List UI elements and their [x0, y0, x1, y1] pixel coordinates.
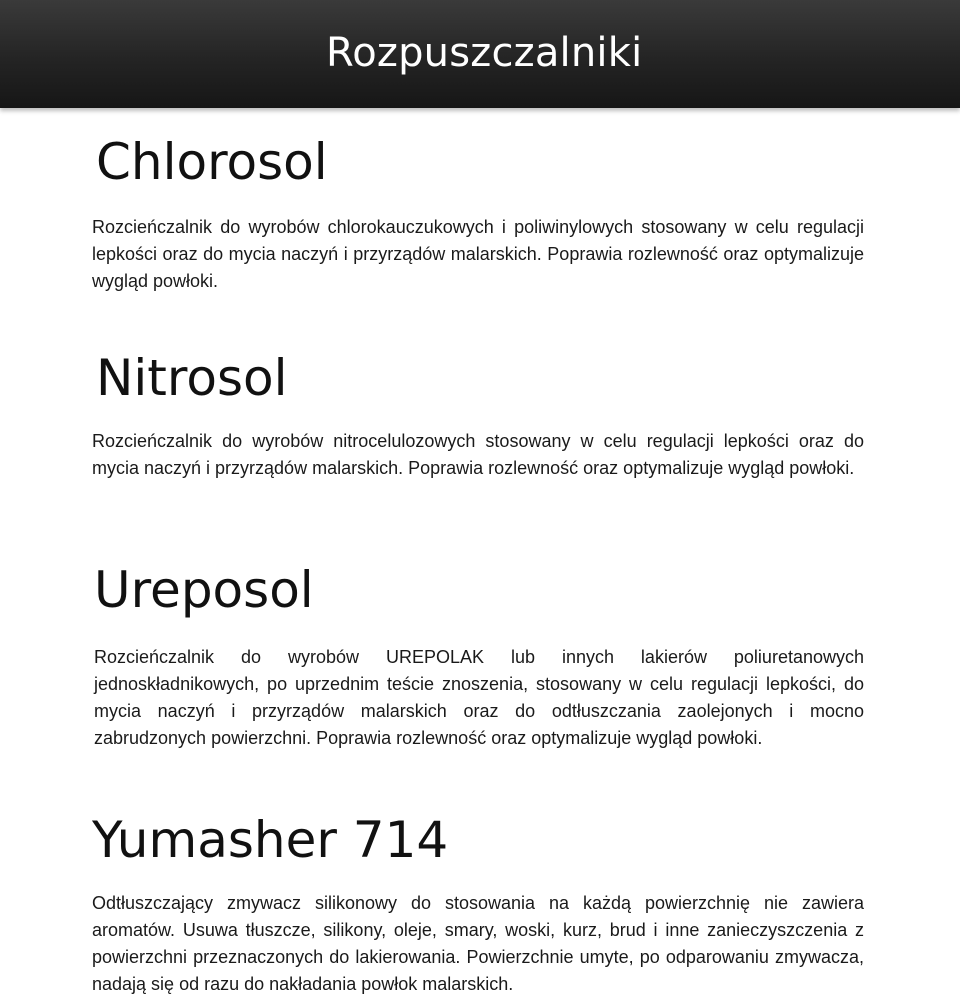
- page-header: [0, 0, 960, 108]
- section-text-yumasher-714: Odtłuszczający zmywacz silikonowy do stosowania na każdą powierzchnię nie zawiera aromatów. Usuwa tłuszcze, silikony, oleje, smary, woski, kurz, brud i inne zanieczyszczenia z powierzchni przeznaczonych do lakierowania. Powierzchnie umyte, po odparowaniu zmywacza, nadają się od razu do nakładania powłok malarskich.: [92, 893, 864, 994]
- section-title-ureposol: Ureposol: [94, 561, 314, 619]
- section-nitrosol: [92, 348, 864, 482]
- section-text-chlorosol: Rozcieńczalnik do wyrobów chlorokauczukowych i poliwinylowych stosowany w celu regulacji lepkości oraz do mycia naczyń i przyrządów malarskich. Poprawia rozlewność oraz optymalizuje wygląd powłoki.: [92, 217, 864, 291]
- page-title: Rozpuszczalniki: [326, 30, 643, 76]
- section-title-chlorosol: Chlorosol: [96, 133, 328, 191]
- section-title-yumasher-714: Yumasher 714: [92, 811, 449, 869]
- section-ureposol: [94, 560, 864, 752]
- section-text-nitrosol: Rozcieńczalnik do wyrobów nitrocelulozowych stosowany w celu regulacji lepkości oraz do mycia naczyń i przyrządów malarskich. Poprawia rozlewność oraz optymalizuje wygląd powłoki.: [92, 431, 864, 478]
- section-chlorosol: [92, 132, 864, 295]
- section-title-nitrosol: Nitrosol: [96, 349, 288, 407]
- section-text-ureposol: Rozcieńczalnik do wyrobów UREPOLAK lub innych lakierów poliuretanowych jednoskładnikowych, po uprzednim teście znoszenia, stosowany w celu regulacji lepkości, do mycia naczyń i przyrządów malarskich oraz do odtłuszczania zaolejonych i mocno zabrudzonych powierzchni. Poprawia rozlewność oraz optymalizuje wygląd powłoki.: [94, 647, 864, 748]
- section-yumasher-714: [92, 810, 864, 998]
